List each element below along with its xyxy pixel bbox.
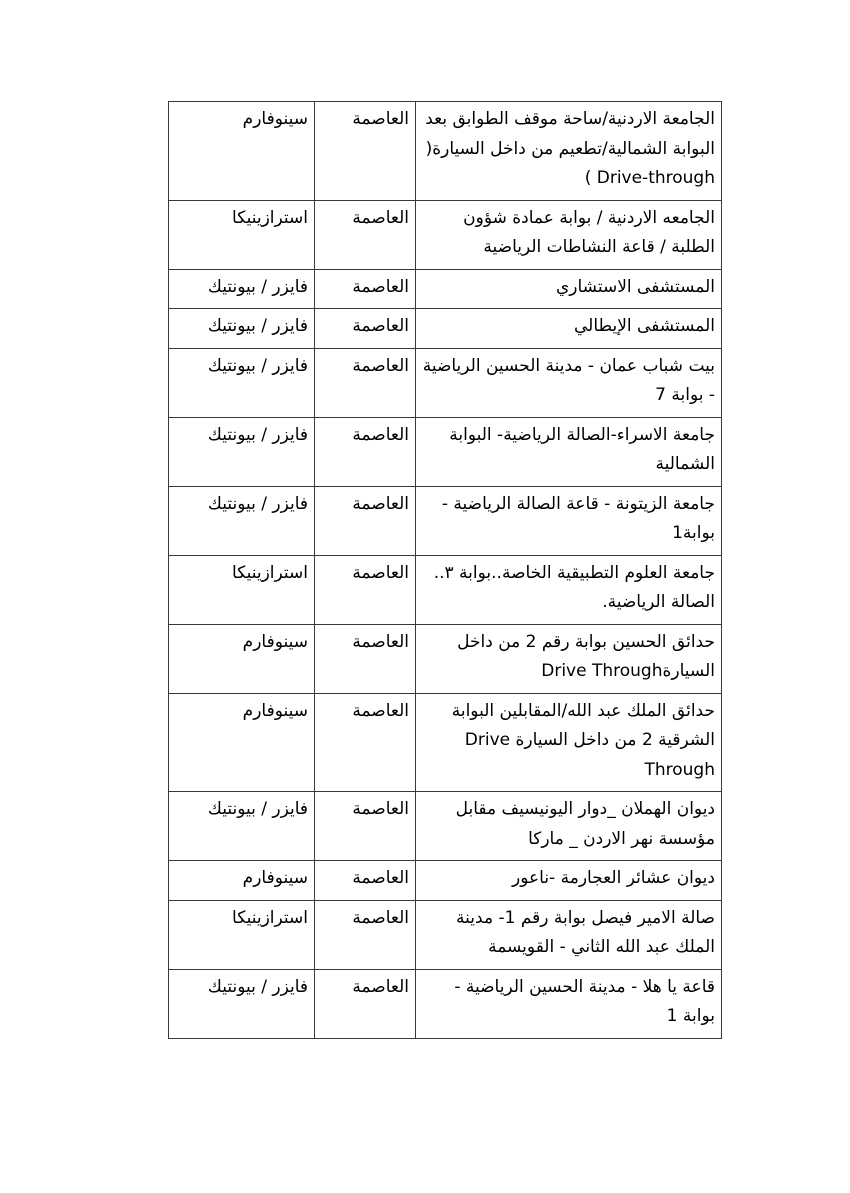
governorate-cell: العاصمة bbox=[315, 309, 416, 349]
table-row bbox=[169, 900, 722, 969]
vaccine-cell: فايزر / بيونتيك bbox=[169, 269, 315, 309]
governorate-cell: العاصمة bbox=[315, 693, 416, 792]
governorate-cell: العاصمة bbox=[315, 269, 416, 309]
location-cell: جامعة العلوم التطبيقية الخاصة..بوابة ٣.. الصالة الرياضية. bbox=[416, 555, 722, 624]
vaccine-cell: فايزر / بيونتيك bbox=[169, 348, 315, 417]
table-row bbox=[169, 555, 722, 624]
vaccine-cell: استرازينيكا bbox=[169, 900, 315, 969]
location-cell: حدائق الملك عبد الله/المقابلين البوابة الشرقية 2 من داخل السيارة Drive Through bbox=[416, 693, 722, 792]
vaccine-cell: فايزر / بيونتيك bbox=[169, 792, 315, 861]
table-row bbox=[169, 693, 722, 792]
table-row bbox=[169, 200, 722, 269]
table-row bbox=[169, 969, 722, 1038]
location-cell: جامعة الزيتونة - قاعة الصالة الرياضية - بوابة1 bbox=[416, 486, 722, 555]
governorate-cell: العاصمة bbox=[315, 624, 416, 693]
governorate-cell: العاصمة bbox=[315, 417, 416, 486]
table-row bbox=[169, 486, 722, 555]
governorate-cell: العاصمة bbox=[315, 969, 416, 1038]
location-cell: ديوان عشائر العجارمة -ناعور bbox=[416, 861, 722, 901]
governorate-cell: العاصمة bbox=[315, 102, 416, 201]
table-row bbox=[169, 792, 722, 861]
table-row bbox=[169, 309, 722, 349]
vaccine-cell: استرازينيكا bbox=[169, 200, 315, 269]
vaccination-centers-table bbox=[168, 101, 722, 1039]
location-cell: الجامعة الاردنية/ساحة موقف الطوابق بعد البوابة الشمالية/تطعيم من داخل السيارة( Drive-through ) bbox=[416, 102, 722, 201]
table-row bbox=[169, 269, 722, 309]
location-cell: المستشفى الإيطالي bbox=[416, 309, 722, 349]
location-cell: جامعة الاسراء-الصالة الرياضية- البوابة الشمالية bbox=[416, 417, 722, 486]
table-row bbox=[169, 102, 722, 201]
governorate-cell: العاصمة bbox=[315, 555, 416, 624]
governorate-cell: العاصمة bbox=[315, 200, 416, 269]
table-row bbox=[169, 417, 722, 486]
vaccine-cell: سينوفارم bbox=[169, 624, 315, 693]
location-cell: صالة الامير فيصل بوابة رقم 1- مدينة الملك عبد الله الثاني - القويسمة bbox=[416, 900, 722, 969]
table-body bbox=[169, 102, 722, 1039]
location-cell: الجامعه الاردنية / بوابة عمادة شؤون الطلبة / قاعة النشاطات الرياضية bbox=[416, 200, 722, 269]
table-row bbox=[169, 861, 722, 901]
governorate-cell: العاصمة bbox=[315, 348, 416, 417]
vaccine-cell: فايزر / بيونتيك bbox=[169, 309, 315, 349]
governorate-cell: العاصمة bbox=[315, 792, 416, 861]
vaccine-cell: استرازينيكا bbox=[169, 555, 315, 624]
vaccine-cell: فايزر / بيونتيك bbox=[169, 486, 315, 555]
location-cell: حدائق الحسين بوابة رقم 2 من داخل السيارةDrive Through bbox=[416, 624, 722, 693]
table-row bbox=[169, 348, 722, 417]
governorate-cell: العاصمة bbox=[315, 900, 416, 969]
vaccine-cell: سينوفارم bbox=[169, 861, 315, 901]
location-cell: بيت شباب عمان - مدينة الحسين الرياضية - بوابة 7 bbox=[416, 348, 722, 417]
vaccine-cell: فايزر / بيونتيك bbox=[169, 417, 315, 486]
vaccine-cell: سينوفارم bbox=[169, 693, 315, 792]
location-cell: قاعة يا هلا - مدينة الحسين الرياضية - بوابة 1 bbox=[416, 969, 722, 1038]
location-cell: ديوان الهملان _دوار اليونيسيف مقابل مؤسسة نهر الاردن _ ماركا bbox=[416, 792, 722, 861]
governorate-cell: العاصمة bbox=[315, 861, 416, 901]
vaccine-cell: سينوفارم bbox=[169, 102, 315, 201]
location-cell: المستشفى الاستشاري bbox=[416, 269, 722, 309]
governorate-cell: العاصمة bbox=[315, 486, 416, 555]
vaccine-cell: فايزر / بيونتيك bbox=[169, 969, 315, 1038]
table-row bbox=[169, 624, 722, 693]
